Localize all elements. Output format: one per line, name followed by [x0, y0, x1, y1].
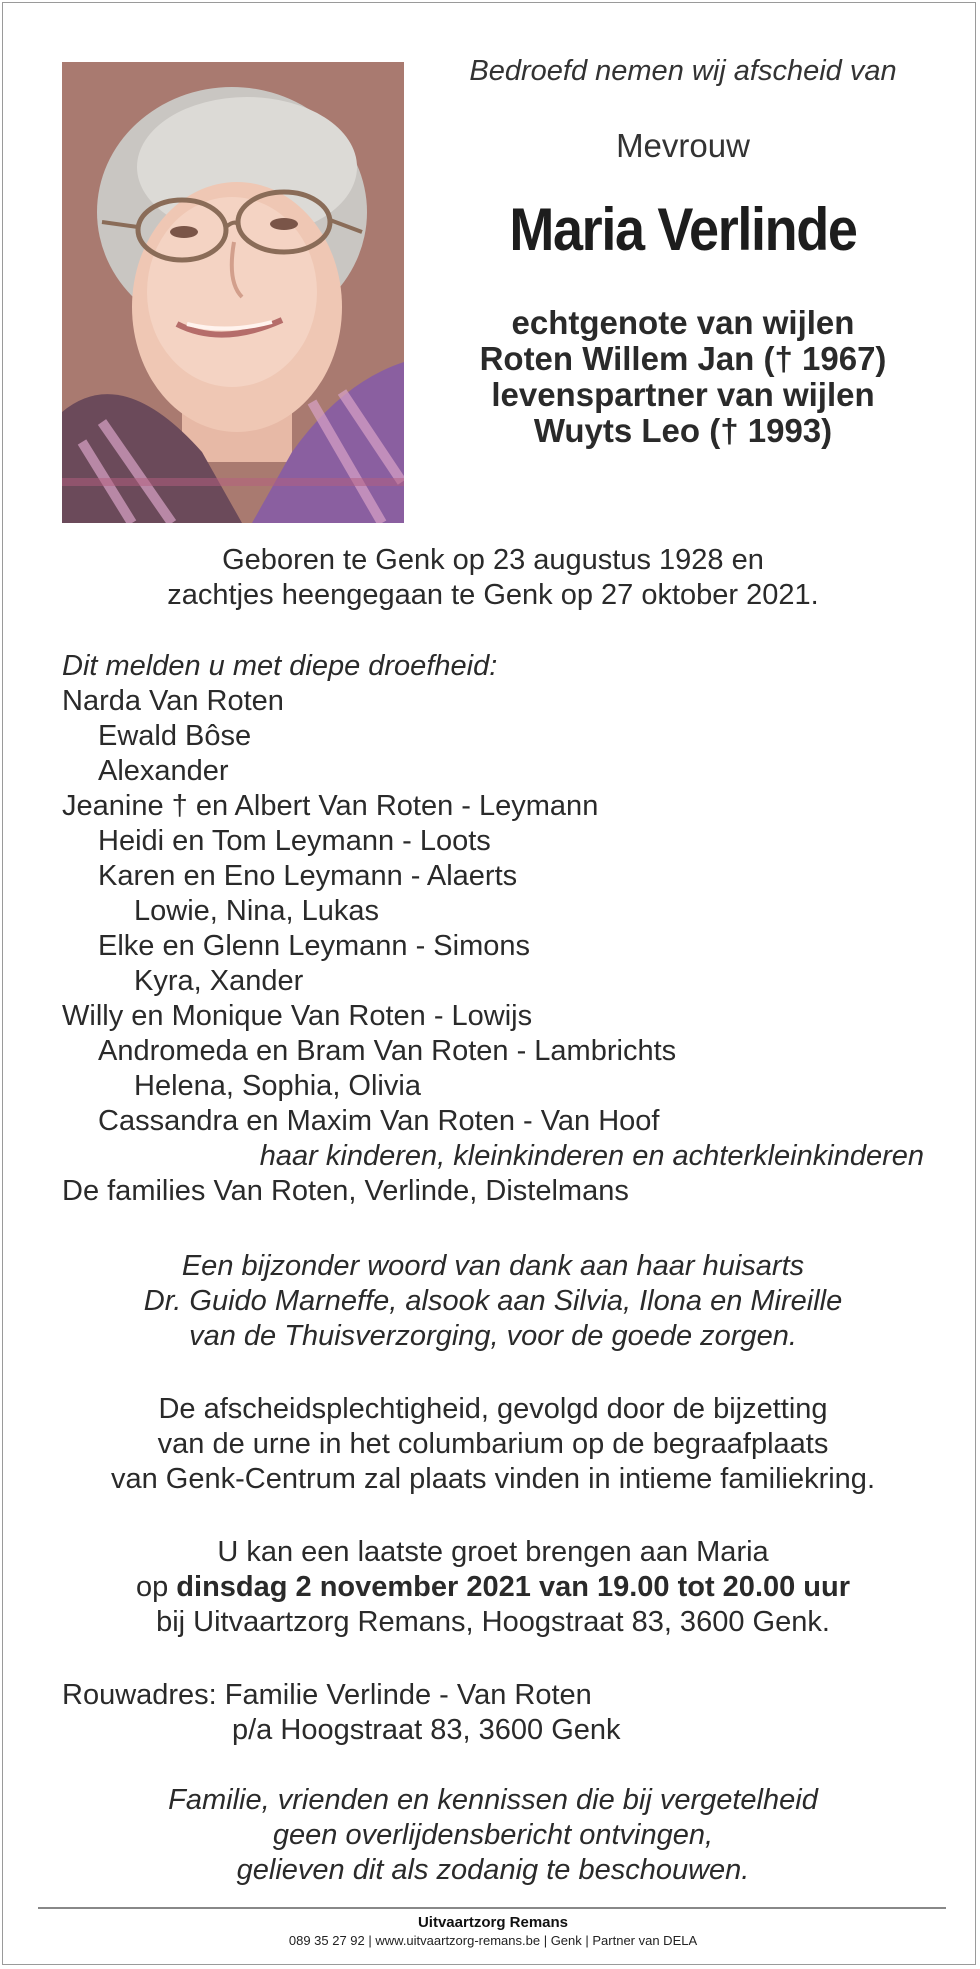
- ceremony-line: van de urne in het columbarium op de begraafplaats: [157, 1428, 829, 1460]
- thanks-line: Een bijzonder woord van dank aan haar huisarts: [181, 1250, 805, 1282]
- family-member: Andromeda en Bram Van Roten - Lambrichts: [98, 1035, 677, 1067]
- family-member: Kyra, Xander: [134, 965, 304, 997]
- thanks-line: van de Thuisverzorging, voor de goede zorgen.: [189, 1320, 797, 1352]
- address-line: p/a Hoogstraat 83, 3600 Genk: [232, 1714, 621, 1746]
- visit-location: bij Uitvaartzorg Remans, Hoogstraat 83, 3600 Genk.: [156, 1606, 830, 1638]
- family-member: Narda Van Roten: [62, 685, 284, 717]
- address-line: Rouwadres: Familie Verlinde - Van Roten: [62, 1679, 592, 1711]
- family-member: Helena, Sophia, Olivia: [134, 1070, 421, 1102]
- mourning-address: [62, 1678, 621, 1748]
- footer-divider: [38, 1907, 946, 1909]
- thanks-line: Dr. Guido Marneffe, alsook aan Silvia, Ilona en Mireille: [143, 1285, 843, 1317]
- family-member: Elke en Glenn Leymann - Simons: [98, 930, 530, 962]
- born-line: Geboren te Genk op 23 augustus 1928 en: [222, 544, 764, 576]
- notice-line: Familie, vrienden en kennissen die bij vergetelheid: [168, 1784, 818, 1816]
- spouse-info: [423, 305, 943, 449]
- family-member: Jeanine † en Albert Van Roten - Leymann: [62, 790, 599, 822]
- notice-line: gelieven dit als zodanig te beschouwen.: [236, 1854, 750, 1886]
- spouse-line: echtgenote van wijlen: [511, 304, 855, 341]
- funeral-company: Uitvaartzorg Remans: [417, 1914, 569, 1931]
- visit-date: dinsdag 2 november 2021 van 19.00 tot 20.00 uur: [176, 1571, 851, 1603]
- family-member: Willy en Monique Van Roten - Lowijs: [62, 1000, 533, 1032]
- notice-line: geen overlijdensbericht ontvingen,: [272, 1819, 714, 1851]
- family-member: Alexander: [98, 755, 229, 787]
- visit-prefix: op: [135, 1571, 169, 1603]
- family-intro: Dit melden u met diepe droefheid:: [62, 650, 498, 682]
- ceremony-line: De afscheidsplechtigheid, gevolgd door de bijzetting: [158, 1393, 828, 1425]
- title-prefix: Mevrouw: [616, 127, 750, 164]
- spouse-line: Roten Willem Jan († 1967): [479, 340, 887, 377]
- portrait-photo: [62, 62, 404, 523]
- footer: [3, 1913, 980, 1949]
- family-member: Ewald Bôse: [98, 720, 252, 752]
- spouse-line: levenspartner van wijlen: [491, 376, 875, 413]
- born-line: zachtjes heengegaan te Genk op 27 oktober 2021.: [167, 579, 819, 611]
- announcement-lead: Bedroefd nemen wij afscheid van: [469, 55, 897, 87]
- ceremony-line: van Genk-Centrum zal plaats vinden in intieme familiekring.: [110, 1463, 875, 1495]
- funeral-company-details: 089 35 27 92 | www.uitvaartzorg-remans.be | Genk | Partner van DELA: [288, 1933, 698, 1948]
- notice-message: [3, 1783, 980, 1888]
- family-member: Cassandra en Maxim Van Roten - Van Hoof: [98, 1105, 660, 1137]
- ceremony-info: [3, 1392, 980, 1497]
- birth-death-info: [3, 543, 980, 613]
- family-list: [62, 649, 962, 1209]
- deceased-name: Maria Verlinde: [509, 196, 857, 263]
- spouse-line: Wuyts Leo († 1993): [533, 412, 833, 449]
- visit-datetime: [3, 1570, 980, 1605]
- obituary-card: [2, 2, 976, 1965]
- family-member: Heidi en Tom Leymann - Loots: [98, 825, 491, 857]
- family-member: Karen en Eno Leymann - Alaerts: [98, 860, 518, 892]
- visit-line: U kan een laatste groet brengen aan Maria: [217, 1536, 769, 1568]
- family-member: Lowie, Nina, Lukas: [134, 895, 380, 927]
- thanks-message: [3, 1249, 980, 1354]
- visitation-info: [3, 1535, 980, 1640]
- portrait-image: [62, 62, 404, 523]
- extended-families: De families Van Roten, Verlinde, Distelmans: [62, 1175, 629, 1207]
- family-relation: haar kinderen, kleinkinderen en achterkleinkinderen: [259, 1140, 924, 1172]
